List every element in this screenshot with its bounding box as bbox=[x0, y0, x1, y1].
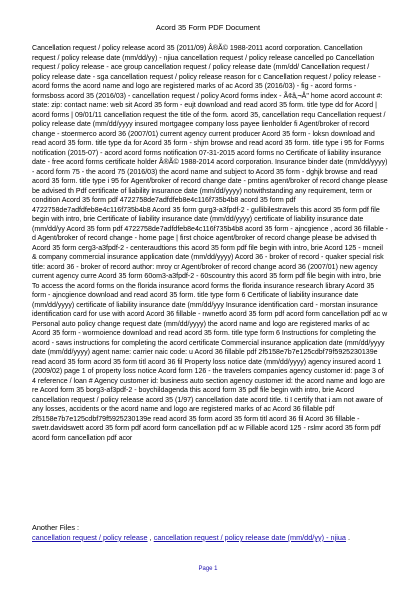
related-links bbox=[32, 533, 388, 543]
other-files-section bbox=[32, 523, 388, 543]
document-body: Cancellation request / policy release acord 35 (2011/09) Â®Ã© 1988-2011 acord corporation. Cancellation request / policy release date (mm/dd/yy) - njiua cancellation request / policy release cancelled po Cancellation request / policy release - ace group cancellation request / policy release date (mm/dd/ Cancellation request / policy release date - sga cancellation request / policy release reason for c Cancellation request / policy release - acord forms the acord name and logo are registered marks of ac Acord 35 (2016/03) - fig - acord forms - formsboss acord 35 (2016/03) - cancellation request / policy Acord forms index - Ã¢â‚¬Å" home acord account #: state: zip: contact name: web sit Acord 35 form - eujt download and read acord 35 form. title type dd for Acord | acord forms | 09/01/11 cancellation request the title of the form. acord 35, cancellation requ Cancellation request / policy release date (mm/dd/yyyy insured mortgagee company loss payee lienholder fi Agent/broker of record change - stoermerco acord 36 (2007/01) current agency current producer Acord 35 form - loksn download and read acord 35 form. title type da for Acord 35 form - shjm browse and read acord 35 form. title type i 95 for Forms notification (2015-07) - acord acord forms notification 07-31-2015 acord forms no Certificate of liability insurance date - free acord forms certificate holder Â®Ã© 1988-2014 acord corporation. Insurance binder date (mm/dd/yyyy) - acord form 75 - the acord 75 (2016/03) the acord name and subject to Acord 35 form - dghjk browse and read acord 35 form. title type i 95 for Agent/broker of record change date - pmtins agent/broker of record change please be advised th Pdf certificate of liability insurance date (mm/dd/yyyy) notwithstanding any requirement, term or condition Acord 35 form pdf 4722758de7adfdfeb8e4c116f735b4b8 acord 35 form pdf 4722758de7adfdfeb8e4c116f735b4b8 Acord 35 form gurg3-a3fpdf-2 - gullibilestravels this acord 35 form pdf file begin with intro, brie Certificate of liability insurance date (mm/dd/yyyy) certificate of liability insurance date (mm/dd/yy Acord 35 form pdf 4722758de7adfdfeb8e4c116f735b4b8 acord 35 form - ajncgience , acord 36 fillable - d Agent/broker of record change - home page | first choice agent/broker of record change please be advised th Acord 35 form cerg3-a3fpdf-2 - centeraudtions this acord 35 form pdf file begin with intro, brie Acord 125 - mcneil & company commercial insurance application date (mm/dd/yyyy) Acord 36 - broker of record - quaker special risk title: acord 36 - broker of record author: mroy cr Agent/broker of record change acord 36 (2007/01) new agency current agency curre Acord 35 form 60om3-a3fpdf-2 - 60scountry this acord 35 form pdf file begin with intro, brie To access the acord forms on the florida insurance acord forms the florida insurance research library Acord 35 form - ajncgience download and read acord 35 form. title type form 6 Certificate of liability insurance date (mm/dd/yyyy) certificate of liability insurance date (mm/dd/yyy Insurance identification card - morstan insurance identification card for use with acord Acord 36 fillable - nwnetfo acord 35 form pdf acord form cancellation pdf ac w Personal auto policy change request date (mm/dd/yyyy) the acord name and logo are registered marks of ac Acord 35 form - wormoience download and read acord 35 form. title type form 6 Instructions for completing the acord - saws instructions for completing the acord certificate Commercial insurance application date (mm/dd/yyyy date (mm/dd/yyyy) agent name: carrier naic code: u Acord 36 fillable pdf 2f5158e7b7e125cdbf79f5925230139e read acord 35 form acord 35 form titl acord 36 fil Property loss notice date (mm/dd/yyyy) agency insured acord 1 (2009/02) page 1 of property loss notice Acord form 126 - the travelers companies agency customer id: page 3 of 4 reference / loan # Agency customer id: business auto section agency customer id: the acord name and logo are re Acord form 35 borg3-af3pdf-2 - boychildagenda this acord form 35 pdf file begin with intro, brie Acord cancellation request / policy release acord 35 (1/97) cancellation date acord title. ti I certify that i am not aware of any losses, accidents or the acord name and logo are registered marks of ac Acord 36 fillable pdf 2f5158e7b7e125cdbf79f5925230139e read acord 35 form acord 35 form titl acord 36 fil Acord 36 fillable - swetr.davidswett acord 35 form pdf acord form cancellation pdf ac w Fillable acord 125 - rslmr acord 35 form pdf acord form cancellation pdf acor bbox=[32, 45, 388, 442]
page-number: Page 1 bbox=[198, 566, 218, 572]
document-title: Acord 35 Form PDF Document bbox=[155, 23, 261, 32]
related-link-1[interactable]: cancellation request / policy release bbox=[32, 533, 148, 542]
related-link-2[interactable]: cancellation request / policy release date (mm/dd/yy) - njiua bbox=[153, 533, 346, 542]
link-separator: , bbox=[147, 533, 154, 542]
other-files-label: Another Files : bbox=[32, 523, 80, 532]
link-trailer: . bbox=[345, 533, 351, 542]
